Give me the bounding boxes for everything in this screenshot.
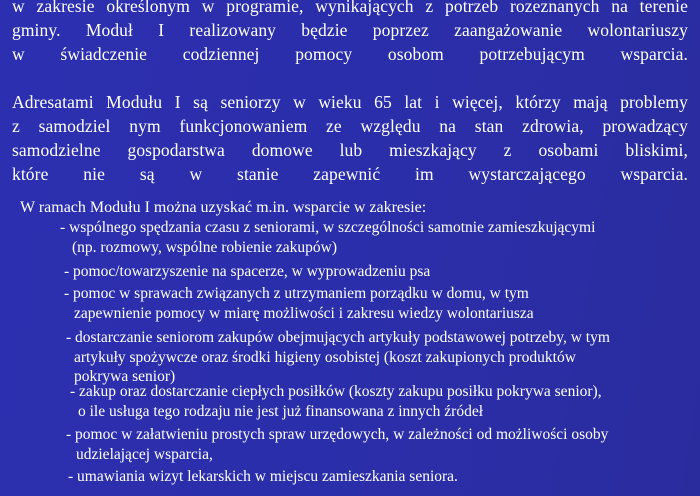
list-item xyxy=(70,382,602,421)
list-item-line: - umawiania wizyt lekarskich w miejscu zamieszkania seniora. xyxy=(68,468,458,485)
list-item-line: udzielającej wsparcia, xyxy=(76,445,213,463)
list-item xyxy=(64,284,534,323)
list-item-line: - pomoc/towarzyszenie na spacerze, w wyprowadzeniu psa xyxy=(64,263,431,280)
list-item-line: artykuły spożywcze oraz środki higieny osobistej (koszt zakupionych produktów xyxy=(74,348,576,366)
paragraph-module-scope xyxy=(12,0,688,66)
list-item-line: - pomoc w sprawach związanych z utrzymaniem porządku w domu, w tym xyxy=(64,285,529,302)
paragraph-line: w świadczenie codziennej pomocy osobom potrzebującym wsparcia. xyxy=(12,44,688,64)
list-item xyxy=(60,218,595,257)
list-item-line: zapewnienie pomocy w miarę możliwości i zakresu wiedzy wolontariusza xyxy=(74,304,534,322)
list-item xyxy=(68,467,458,487)
list-item-line: pokrywa senior) xyxy=(74,368,176,386)
list-item-line: - pomoc w załatwieniu prostych spraw urzędowych, w zależności od możliwości osoby xyxy=(66,426,609,443)
paragraph-line: Adresatami Modułu I są seniorzy w wieku 65 lat i więcej, którzy mają problemy xyxy=(12,92,688,112)
list-item-line: - wspólnego spędzania czasu z seniorami, w szczególności samotnie zamieszkującymi xyxy=(60,219,596,236)
paragraph-line: gminy. Moduł I realizowany będzie poprzez zaangażowanie wolontariuszy xyxy=(12,20,688,40)
paragraph-line: w zakresie określonym w programie, wynikających z potrzeb rozeznanych na terenie xyxy=(12,0,688,16)
list-item-line: o ile usługa tego rodzaju nie jest już finansowana z innych źródeł xyxy=(78,402,484,420)
paragraph-line: które nie są w stanie zapewnić im wystarczającego wsparcia. xyxy=(12,164,688,184)
support-list-intro: W ramach Modułu I można uzyskać m.in. wsparcie w zakresie: xyxy=(20,199,427,216)
paragraph-line: z samodziel nym funkcjonowaniem ze względu na stan zdrowia, prowadzący xyxy=(12,116,688,136)
list-item xyxy=(64,262,430,282)
list-item-line: (np. rozmowy, wspólne robienie zakupów) xyxy=(72,238,338,256)
paragraph-recipients xyxy=(12,90,688,186)
paragraph-line: samodzielne gospodarstwa domowe lub mieszkający z osobami bliskimi, xyxy=(12,140,688,160)
list-item-line: - dostarczanie seniorom zakupów obejmujących artykuły podstawowej potrzeby, w tym xyxy=(66,329,610,346)
list-item xyxy=(66,328,610,387)
list-item-line: - zakup oraz dostarczanie ciepłych posiłków (koszty zakupu posiłku pokrywa senior), xyxy=(70,383,602,400)
list-item xyxy=(66,425,608,464)
